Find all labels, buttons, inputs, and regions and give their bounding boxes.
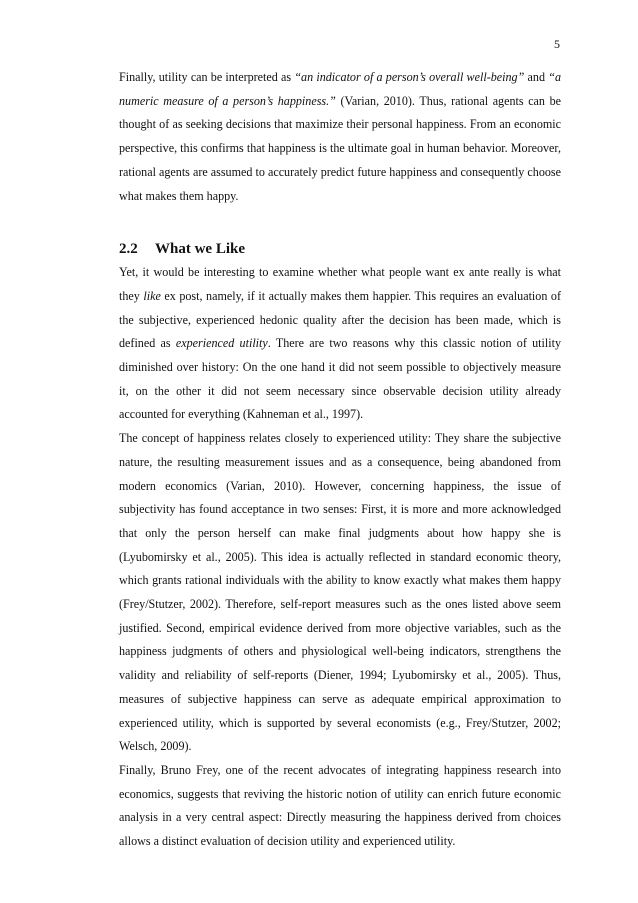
paragraph-bruno-frey: Finally, Bruno Frey, one of the recent advocates of integrating happiness research into economics, suggests that reviving the historic notion of utility can enrich future economic analysis in a very central aspect: Directly measuring the happiness derived from choices allows a distinct evaluation of decision utility and experienced utility. [119,762,561,849]
text-run: and [524,70,549,84]
paragraph-gap [119,208,561,224]
emphasis-experienced-utility: experienced utility [175,336,268,351]
page-body [119,66,561,854]
paragraph-utility-definition [119,66,561,208]
section-number: 2.2 [119,241,138,258]
paragraph-what-we-like [119,261,561,427]
page-number: 5 [554,37,560,51]
section-heading [119,238,561,261]
paragraph-happiness-concept: The concept of happiness relates closely to experienced utility: They share the subjective nature, the resulting measurement issues and as a consequence, being abandoned from modern economics (Varian, 2010). However, concerning happiness, the issue of subjectivity has found acceptance in two senses: First, it is more and more acknowledged that only the person herself can make final judgments about how happy she is (Lyubomirsky et al., 2005). This idea is actually reflected in standard economic theory, which grants rational individuals with the ability to know exactly what makes them happy (Frey/Stutzer, 2002). Therefore, self-report measures such as the ones listed above seem justified. Second, empirical evidence derived from more objective variables, such as the happiness judgments of others and physiological well-being indicators, strengthens the validity and reliability of self-reports (Diener, 1994; Lyubomirsky et al., 2005). Thus, measures of subjective happiness can serve as adequate empirical approximation to experienced utility, which is supported by several economists (e.g., Frey/Stutzer, 2002; Welsch, 2009). [119,431,561,754]
text-run: Finally, utility can be interpreted as [119,70,295,84]
emphasis-like: like [143,288,161,303]
text-run: ex post, namely, if it actually makes them happier. This requires an evaluation of the subjective, experienced hedonic quality after the decision has been made, which is defined as [119,288,561,351]
text-run: (Varian, 2010). Thus, rational agents can be thought of as seeking decisions that maximize their personal happiness. From an economic perspective, this confirms that happiness is the ultimate goal in human behavior. Moreover, rational agents are assumed to accurately predict future happiness and consequently choose what makes them happy. [119,93,561,203]
text-run: . There are two reasons why this classic notion of utility diminished over history: On the one hand it did not seem possible to objectively measure it, on the other it did not seem necessary since observable decision utility already accounted for everything (Kahneman et al., 1997). [119,336,562,422]
quote-happiness-measure: “a numeric measure of a person’s happiness.” [119,70,561,108]
section-title: What we Like [155,241,245,258]
text-run: Yet, it would be interesting to examine whether what people want ex ante really is what they [119,265,561,303]
quote-well-being: “an indicator of a person’s overall well-being” [294,70,525,84]
